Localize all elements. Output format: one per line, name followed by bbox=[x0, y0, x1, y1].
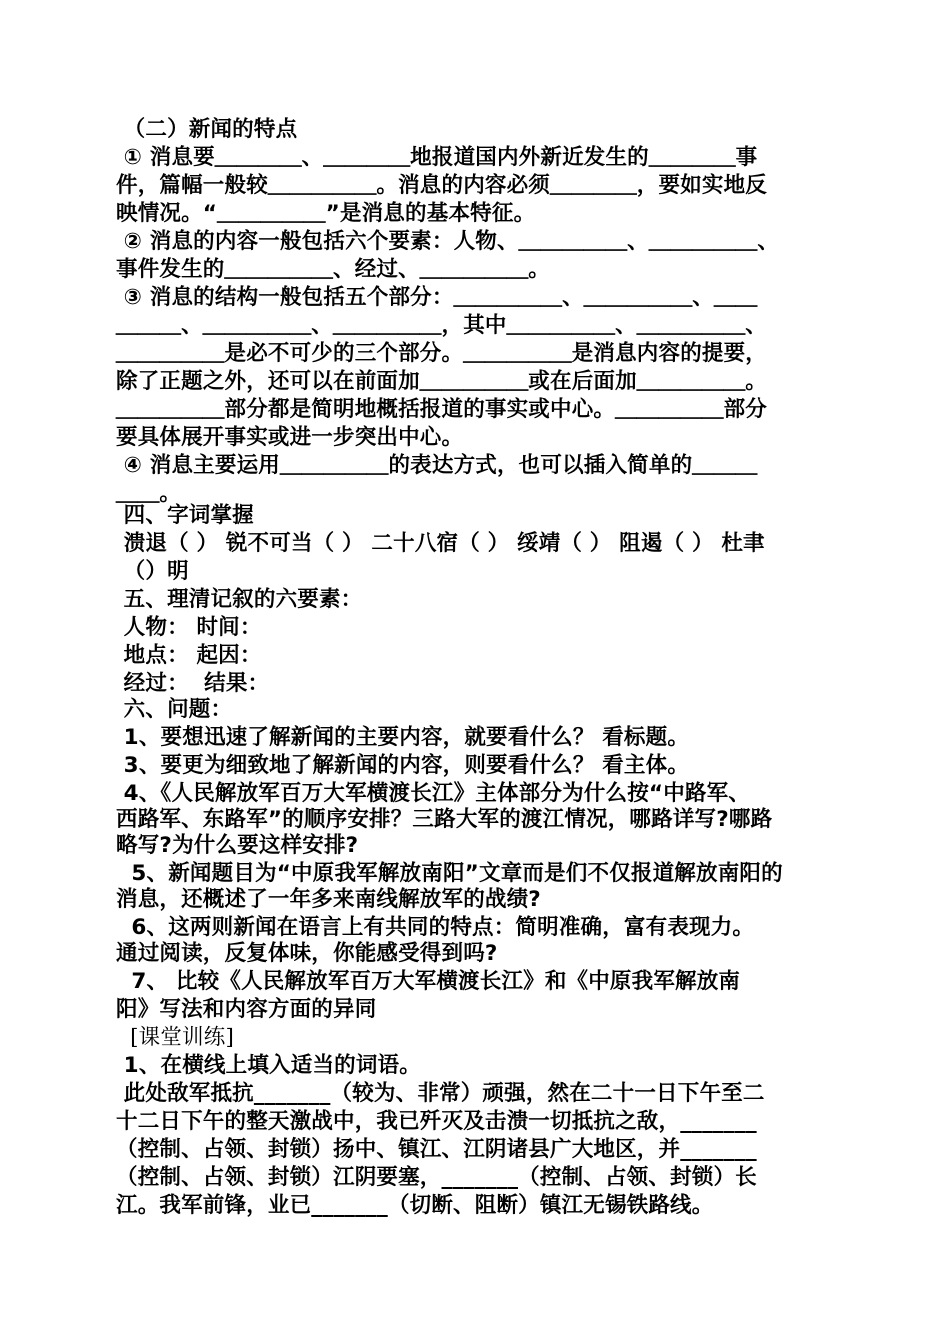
section-heading-class-practice: [课堂训练] bbox=[116, 1025, 235, 1050]
section-heading-vocabulary: 四、字词掌握 bbox=[116, 503, 254, 528]
text-line: （控制、占领、封锁）江阴要塞，_______（控制、占领、封锁）长 bbox=[116, 1165, 757, 1190]
text-line: 1、在横线上填入适当的词语。 bbox=[116, 1053, 421, 1078]
text-line: 此处敌军抵抗_______（较为、非常）顽强，然在二十一日下午至二 bbox=[116, 1081, 765, 1106]
text-line: ＿＿。 bbox=[116, 481, 182, 506]
text-line: 6、这两则新闻在语言上有共同的特点：简明准确，富有表现力。 bbox=[116, 915, 755, 940]
text-line: 映情况。“＿＿＿＿＿”是消息的基本特征。 bbox=[116, 201, 536, 226]
section-heading-questions: 六、问题： bbox=[116, 697, 233, 722]
text-line: ① 消息要＿＿＿＿、＿＿＿＿地报道国内外新近发生的＿＿＿＿事 bbox=[116, 145, 758, 170]
text-line: 7、 比较《人民解放军百万大军横渡长江》和《中原我军解放南 bbox=[116, 969, 741, 994]
text-line: 西路军、东路军”的顺序安排？三路大军的渡江情况，哪路详写?哪路 bbox=[116, 807, 773, 832]
text-line: 江。我军前锋，业已_______（切断、阻断）镇江无锡铁路线。 bbox=[116, 1193, 714, 1218]
text-line: 略写?为什么要这样安排? bbox=[116, 833, 359, 858]
text-line: 3、要更为细致地了解新闻的内容，则要看什么？ 看主体。 bbox=[116, 753, 690, 778]
text-line: 事件发生的＿＿＿＿＿、经过、＿＿＿＿＿。 bbox=[116, 257, 551, 282]
text-line: 十二日下午的整天激战中，我已歼灭及击溃一切抵抗之敌，_______ bbox=[116, 1109, 757, 1134]
text-line: ④ 消息主要运用＿＿＿＿＿的表达方式，也可以插入简单的＿＿＿ bbox=[116, 453, 758, 478]
text-line: 地点： 起因： bbox=[116, 643, 262, 668]
text-line: 要具体展开事实或进一步突出中心。 bbox=[116, 425, 464, 450]
text-line: 4、《人民解放军百万大军横渡长江》主体部分为什么按“中路军、 bbox=[116, 781, 751, 806]
section-heading-news-features: （二）新闻的特点 bbox=[116, 117, 298, 142]
section-heading-six-elements: 五、理清记叙的六要素： bbox=[116, 587, 363, 612]
text-line: 经过： 结果： bbox=[116, 671, 270, 696]
text-line: 人物： 时间： bbox=[116, 615, 262, 640]
text-line: ＿＿＿＿＿是必不可少的三个部分。＿＿＿＿＿是消息内容的提要， bbox=[116, 341, 768, 366]
text-line: 件，篇幅一般较＿＿＿＿＿。消息的内容必须＿＿＿＿，要如实地反 bbox=[116, 173, 768, 198]
text-line: ＿＿＿＿＿部分都是简明地概括报道的事实或中心。＿＿＿＿＿部分 bbox=[116, 397, 768, 422]
text-line: ③ 消息的结构一般包括五个部分：＿＿＿＿＿、＿＿＿＿＿、＿＿ bbox=[116, 285, 758, 310]
text-line: 阳》写法和内容方面的异同 bbox=[116, 997, 377, 1022]
text-line: （控制、占领、封锁）扬中、镇江、江阴诸县广大地区，并_______ bbox=[116, 1137, 757, 1162]
text-line: （）明 bbox=[116, 559, 189, 584]
text-line: 除了正题之外，还可以在前面加＿＿＿＿＿或在后面加＿＿＿＿＿。 bbox=[116, 369, 768, 394]
text-line: 消息，还概述了一年多来南线解放军的战绩? bbox=[116, 887, 541, 912]
text-line: 1、要想迅速了解新闻的主要内容，就要看什么？ 看标题。 bbox=[116, 725, 690, 750]
text-line: ＿＿＿、＿＿＿＿＿、＿＿＿＿＿，其中＿＿＿＿＿、＿＿＿＿＿、 bbox=[116, 313, 768, 338]
text-line: ② 消息的内容一般包括六个要素：人物、＿＿＿＿＿、＿＿＿＿＿、 bbox=[116, 229, 780, 254]
text-line: 5、新闻题目为“中原我军解放南阳”文章而是们不仅报道解放南阳的 bbox=[116, 861, 783, 886]
text-line: 通过阅读，反复体味，你能感受得到吗? bbox=[116, 941, 498, 966]
text-line: 溃退（ ） 锐不可当（ ） 二十八宿（ ） 绥靖（ ） 阻遏（ ） 杜聿 bbox=[116, 531, 765, 556]
